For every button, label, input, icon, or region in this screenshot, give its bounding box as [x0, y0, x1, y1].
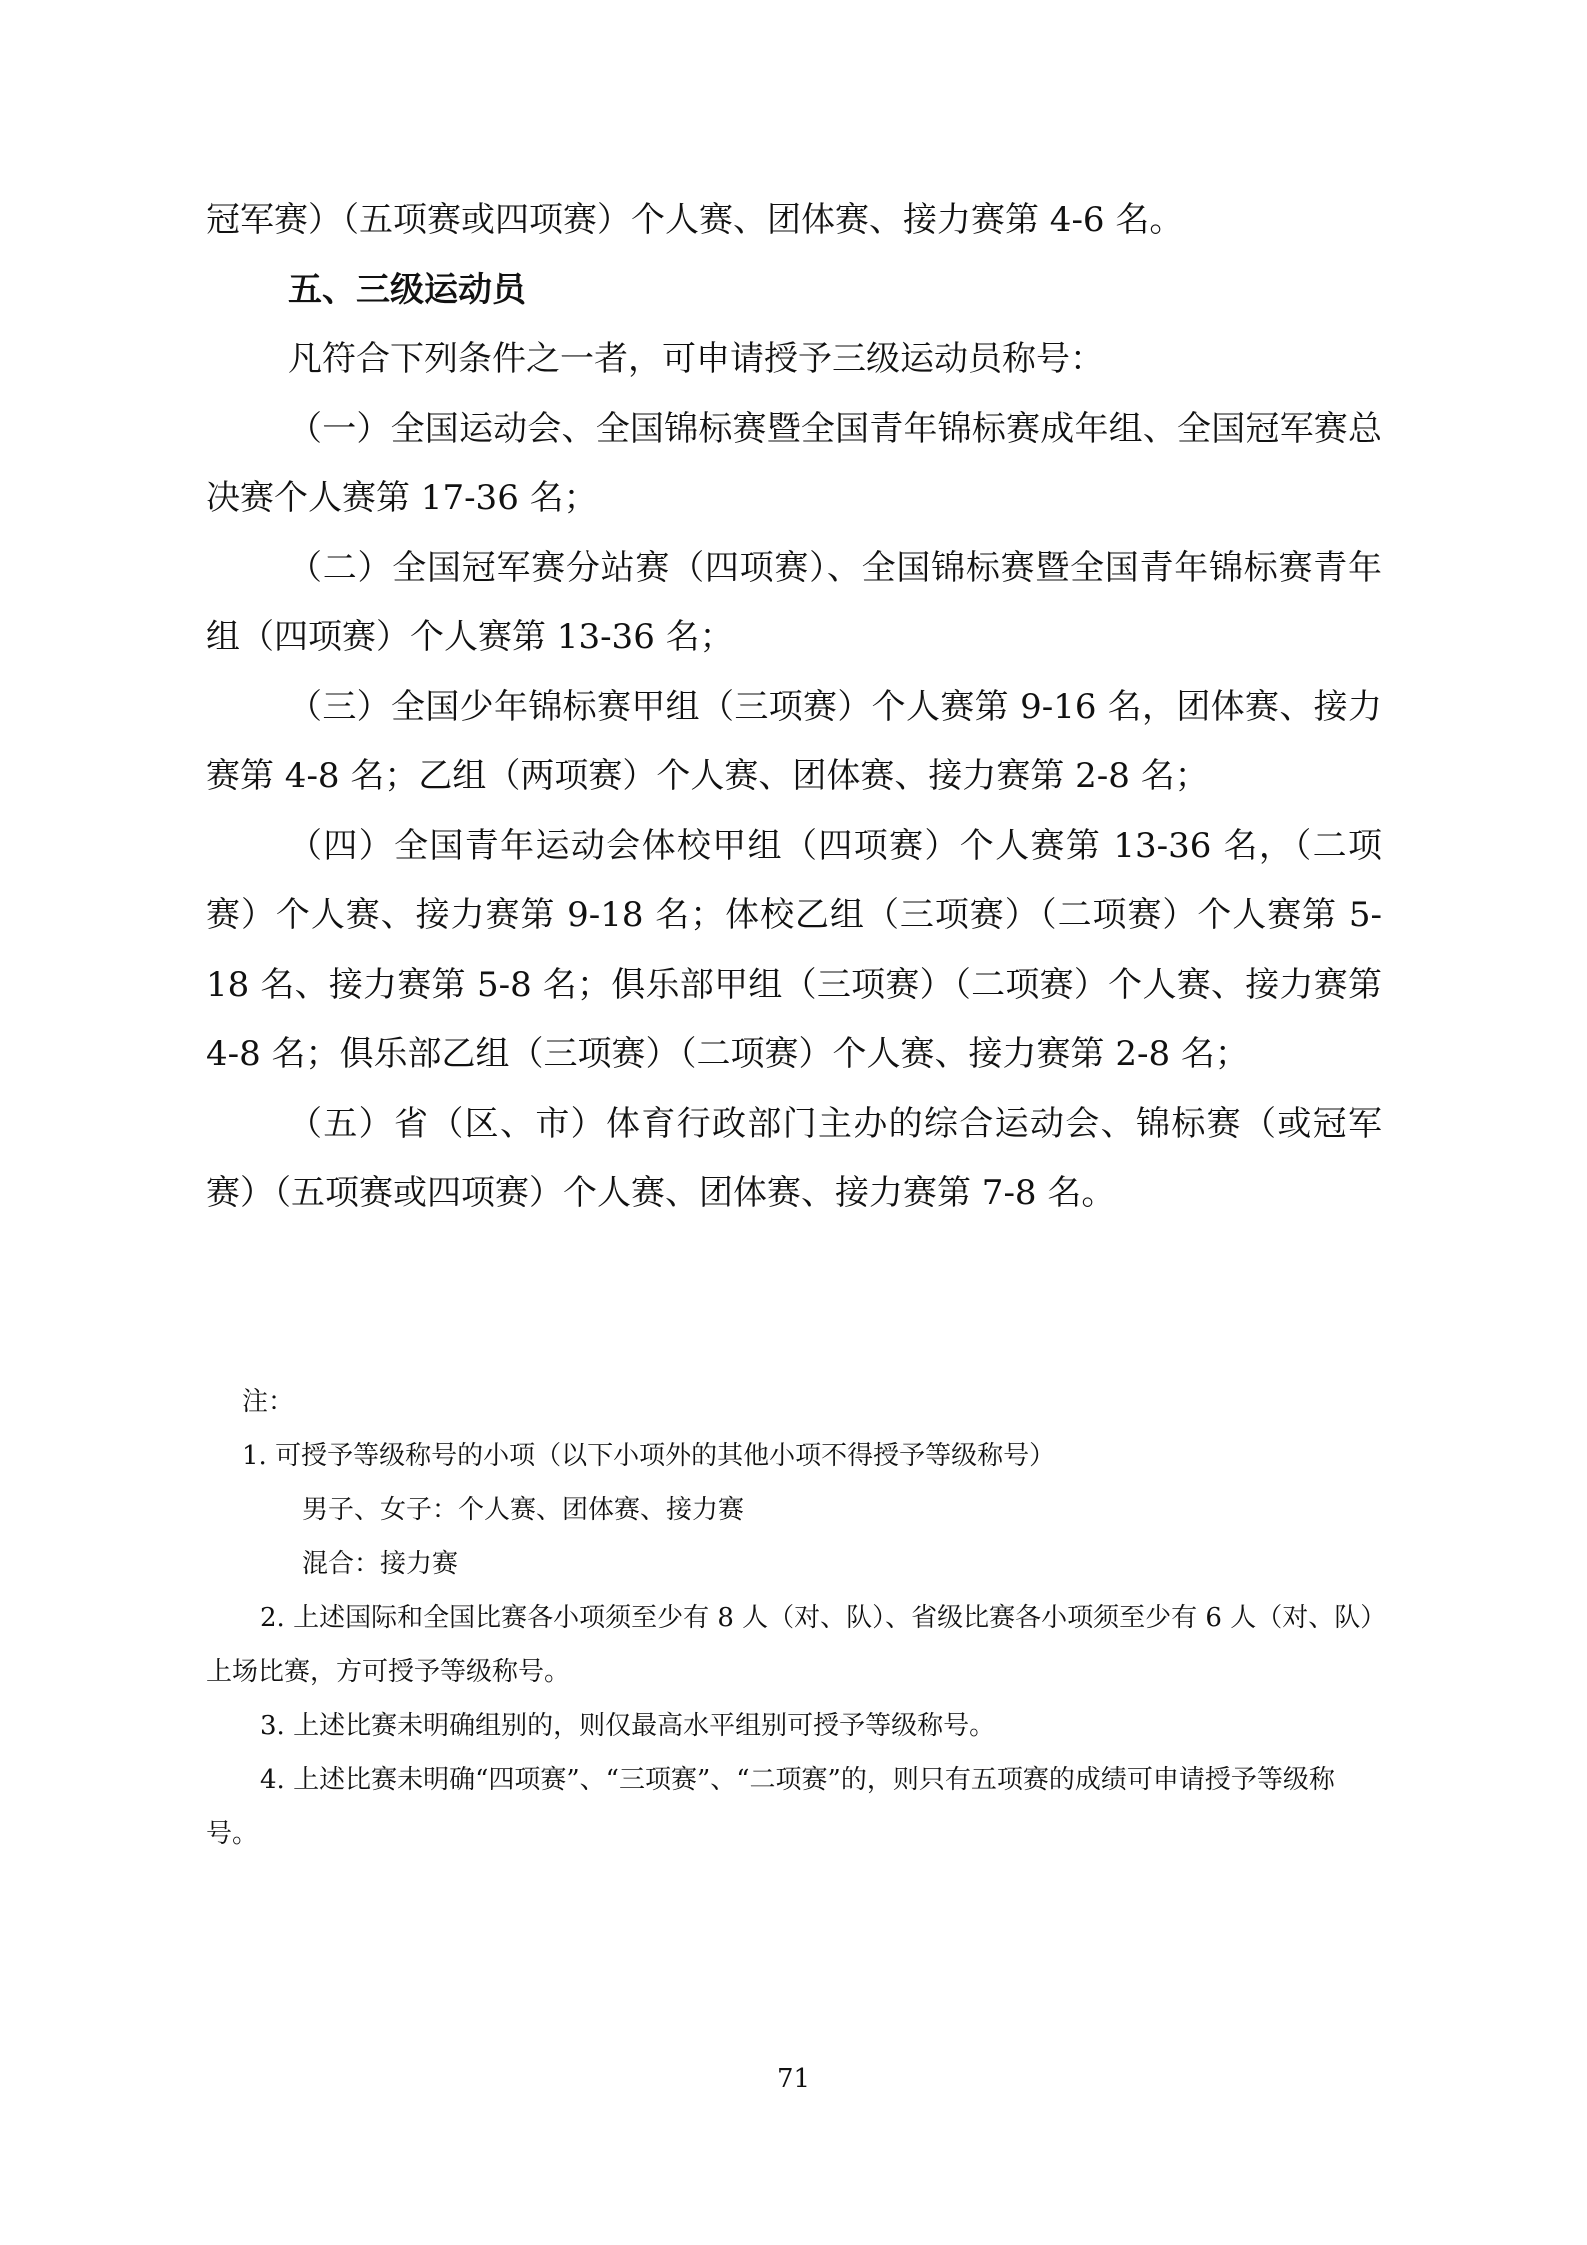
condition-item-3: （三）全国少年锦标赛甲组（三项赛）个人赛第 9-16 名，团体赛、接力赛第 4-8 名；乙组（两项赛）个人赛、团体赛、接力赛第 2-8 名； [206, 686, 1382, 796]
notes-label: 注： [242, 1387, 295, 1417]
condition-item-5: （五）省（区、市）体育行政部门主办的综合运动会、锦标赛（或冠军赛）（五项赛或四项赛）个人赛、团体赛、接力赛第 7-8 名。 [206, 1103, 1382, 1213]
condition-item-4: （四）全国青年运动会体校甲组（四项赛）个人赛第 13-36 名，（二项赛）个人赛、接力赛第 9-18 名；体校乙组（三项赛）（二项赛）个人赛第 5-18 名、接力赛第 5-8 名；俱乐部甲组（三项赛）（二项赛）个人赛、接力赛第 4-8 名；俱乐部乙组（三项赛）（二项赛）个人赛、接力赛第 2-8 名； [206, 825, 1382, 1074]
note-2: 2. 上述国际和全国比赛各小项须至少有 8 人（对、队）、省级比赛各小项须至少有 6 人（对、队）上场比赛，方可授予等级称号。 [206, 1603, 1374, 1687]
condition-item-1: （一）全国运动会、全国锦标赛暨全国青年锦标赛成年组、全国冠军赛总决赛个人赛第 17-36 名； [206, 408, 1382, 518]
note-1: 1. 可授予等级称号的小项（以下小项外的其他小项不得授予等级称号） [242, 1441, 1056, 1471]
note-3: 3. 上述比赛未明确组别的，则仅最高水平组别可授予等级称号。 [260, 1711, 996, 1741]
note-4: 4. 上述比赛未明确“四项赛”、“三项赛”、“二项赛”的，则只有五项赛的成绩可申请授予等级称号。 [206, 1765, 1335, 1849]
note-1-line-2: 混合：接力赛 [302, 1549, 459, 1579]
intro-paragraph: 凡符合下列条件之一者，可申请授予三级运动员称号： [288, 339, 1104, 379]
notes-section [206, 1375, 1382, 1861]
page-number: 71 [776, 2064, 811, 2094]
main-content [206, 186, 1382, 1229]
note-1-line-1: 男子、女子：个人赛、团体赛、接力赛 [302, 1495, 745, 1525]
section-heading: 五、三级运动员 [288, 269, 526, 310]
condition-item-2: （二）全国冠军赛分站赛（四项赛）、全国锦标赛暨全国青年锦标赛青年组（四项赛）个人赛第 13-36 名； [206, 547, 1382, 657]
continuation-paragraph: 冠军赛）（五项赛或四项赛）个人赛、团体赛、接力赛第 4-6 名。 [206, 200, 1184, 240]
